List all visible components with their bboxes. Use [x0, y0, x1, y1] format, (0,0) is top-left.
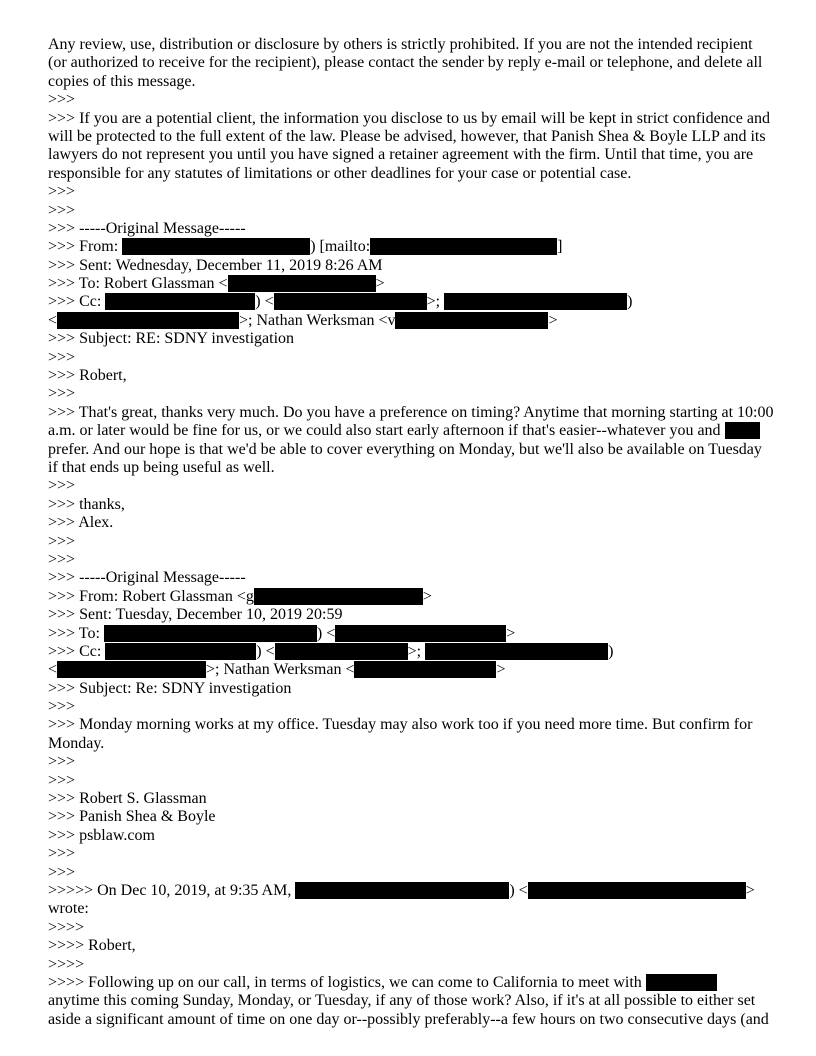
- text-line: [48, 827, 788, 845]
- text-segment: anytime this coming Sunday, Monday, or Tuesday, if any of those work? Also, if it's at all possible to either set: [48, 992, 756, 1010]
- text-line: [48, 385, 788, 403]
- text-line: [48, 551, 788, 569]
- redaction-box: [105, 293, 255, 310]
- redaction-box: [646, 974, 717, 991]
- text-line: [48, 569, 788, 587]
- redaction-box: [725, 422, 760, 439]
- redaction-box: [254, 588, 423, 605]
- email-thread-document: [48, 36, 788, 1029]
- redaction-box: [275, 643, 408, 660]
- text-segment: >>> Cc:: [48, 642, 106, 660]
- text-line: [48, 220, 788, 238]
- text-segment: >>>: [48, 385, 76, 403]
- text-line: [48, 1011, 788, 1029]
- redaction-box: [274, 293, 427, 310]
- text-line: [48, 606, 788, 624]
- text-line: [48, 716, 788, 734]
- text-segment: >>> To: Robert Glassman <: [48, 275, 228, 293]
- text-segment: wrote:: [48, 900, 89, 918]
- text-line: [48, 864, 788, 882]
- text-line: [48, 36, 788, 54]
- text-segment: >>> Cc:: [48, 293, 106, 311]
- redaction-box: [122, 238, 310, 255]
- text-segment: a.m. or later would be fine for us, or we could also start early afternoon if that's easier--whatever you and: [48, 422, 725, 440]
- redaction-box: [395, 312, 548, 329]
- text-segment: >>> Subject: RE: SDNY investigation: [48, 330, 295, 348]
- text-line: [48, 514, 788, 532]
- text-line: [48, 625, 788, 643]
- text-segment: >; Nathan Werksman <: [206, 661, 355, 679]
- text-segment: >>> -----Original Message-----: [48, 219, 246, 237]
- text-segment: lawyers do not represent you until you have signed a retainer agreement with the firm. Until that time, you are: [48, 146, 754, 164]
- text-segment: will be protected to the full extent of the law. Please be advised, however, that Panish Shea & Boyle LLP and its: [48, 127, 766, 145]
- text-segment: >>> If you are a potential client, the information you disclose to us by email will be kept in strict confidence and: [48, 109, 770, 127]
- text-line: [48, 349, 788, 367]
- text-segment: >; Nathan Werksman <v: [239, 311, 396, 329]
- text-segment: >: [548, 311, 558, 329]
- text-segment: aside a significant amount of time on one day or--possibly preferably--a few hours on two consecutive days (and: [48, 1010, 769, 1028]
- text-segment: >: [496, 661, 506, 679]
- text-line: [48, 919, 788, 937]
- text-line: [48, 845, 788, 863]
- text-segment: >>>: [48, 550, 76, 568]
- redaction-box: [57, 312, 239, 329]
- text-segment: >>> -----Original Message-----: [48, 569, 246, 587]
- text-segment: ): [627, 293, 633, 311]
- redaction-box: [57, 661, 206, 678]
- redaction-box: [354, 661, 496, 678]
- text-segment: >>> Subject: Re: SDNY investigation: [48, 679, 292, 697]
- text-line: [48, 312, 788, 330]
- text-segment: ) <: [256, 642, 275, 660]
- text-segment: >>>: [48, 183, 76, 201]
- text-segment: >>>: [48, 753, 76, 771]
- text-segment: >>> thanks,: [48, 495, 125, 513]
- redaction-box: [295, 882, 509, 899]
- text-line: [48, 992, 788, 1010]
- text-segment: ) <: [255, 293, 274, 311]
- text-segment: >>> Sent: Tuesday, December 10, 2019 20:59: [48, 606, 343, 624]
- text-segment: >>>: [48, 698, 76, 716]
- text-line: [48, 128, 788, 146]
- text-segment: >>> Alex.: [48, 514, 114, 532]
- text-line: [48, 54, 788, 72]
- redaction-box: [104, 625, 317, 642]
- text-segment: >>>>> On Dec 10, 2019, at 9:35 AM,: [48, 881, 296, 899]
- redaction-box: [370, 238, 557, 255]
- redaction-box: [528, 882, 746, 899]
- text-line: [48, 146, 788, 164]
- text-segment: <: [48, 661, 58, 679]
- text-segment: >>> That's great, thanks very much. Do you have a preference on timing? Anytime that morning starting at 10:00: [48, 403, 774, 421]
- text-line: [48, 680, 788, 698]
- text-line: [48, 661, 788, 679]
- text-line: [48, 441, 788, 459]
- text-line: [48, 533, 788, 551]
- text-segment: >>> Monday morning works at my office. Tuesday may also work too if you need more time. But confirm for: [48, 716, 753, 734]
- text-segment: >>> Robert S. Glassman: [48, 790, 207, 808]
- redaction-box: [105, 643, 256, 660]
- text-segment: prefer. And our hope is that we'd be able to cover everything on Monday, but we'll also be available on Tuesday: [48, 440, 762, 458]
- text-line: [48, 275, 788, 293]
- text-segment: >>>: [48, 863, 76, 881]
- text-segment: (or authorized to receive for the recipient), please contact the sender by reply e-mail or telephone, and delete all: [48, 54, 763, 72]
- text-line: [48, 165, 788, 183]
- text-segment: >>> From: Robert Glassman <g: [48, 587, 254, 605]
- text-line: [48, 496, 788, 514]
- text-line: [48, 91, 788, 109]
- text-line: [48, 882, 788, 900]
- redaction-box: [228, 275, 376, 292]
- text-segment: >>>: [48, 477, 76, 495]
- text-line: [48, 974, 788, 992]
- text-segment: >: [506, 624, 516, 642]
- text-line: [48, 643, 788, 661]
- text-line: [48, 110, 788, 128]
- text-segment: >>>> Following up on our call, in terms of logistics, we can come to California to meet with: [48, 973, 646, 991]
- text-line: [48, 293, 788, 311]
- text-segment: >>> psblaw.com: [48, 826, 155, 844]
- text-segment: >: [745, 881, 755, 899]
- text-segment: >>>>: [48, 955, 85, 973]
- text-segment: ) [mailto:: [310, 238, 371, 256]
- text-segment: <: [48, 311, 58, 329]
- text-line: [48, 183, 788, 201]
- text-segment: Any review, use, distribution or disclosure by others is strictly prohibited. If you are not the intended recipient: [48, 36, 753, 53]
- text-segment: >>> From:: [48, 238, 123, 256]
- text-line: [48, 257, 788, 275]
- text-segment: >>>: [48, 348, 76, 366]
- redaction-box: [444, 293, 627, 310]
- redaction-box: [425, 643, 608, 660]
- text-line: [48, 459, 788, 477]
- text-segment: >>>: [48, 532, 76, 550]
- text-line: [48, 330, 788, 348]
- text-line: [48, 937, 788, 955]
- text-line: [48, 202, 788, 220]
- text-line: [48, 753, 788, 771]
- text-segment: >>> Sent: Wednesday, December 11, 2019 8:26 AM: [48, 256, 383, 274]
- text-line: [48, 698, 788, 716]
- text-segment: ): [608, 642, 614, 660]
- text-segment: Monday.: [48, 734, 105, 752]
- text-segment: >>>: [48, 201, 76, 219]
- text-segment: >;: [407, 642, 426, 660]
- text-segment: >;: [426, 293, 445, 311]
- text-segment: if that ends up being useful as well.: [48, 458, 275, 476]
- text-line: [48, 588, 788, 606]
- text-line: [48, 900, 788, 918]
- text-line: [48, 956, 788, 974]
- text-segment: >>>: [48, 91, 76, 109]
- text-segment: >>>>: [48, 918, 85, 936]
- text-line: [48, 735, 788, 753]
- text-segment: ]: [557, 238, 563, 256]
- text-segment: copies of this message.: [48, 72, 196, 90]
- text-line: [48, 808, 788, 826]
- text-segment: >: [375, 275, 385, 293]
- text-segment: >>> To:: [48, 624, 104, 642]
- text-segment: >>>: [48, 845, 76, 863]
- text-line: [48, 404, 788, 422]
- text-line: [48, 477, 788, 495]
- text-line: [48, 238, 788, 256]
- text-segment: responsible for any statutes of limitations or other deadlines for your case or potential case.: [48, 164, 632, 182]
- text-line: [48, 772, 788, 790]
- text-segment: >>>> Robert,: [48, 937, 136, 955]
- text-line: [48, 790, 788, 808]
- text-line: [48, 73, 788, 91]
- text-segment: >>> Robert,: [48, 367, 127, 385]
- redaction-box: [335, 625, 506, 642]
- text-segment: >>>: [48, 771, 76, 789]
- text-segment: ) <: [316, 624, 336, 642]
- text-segment: >>> Panish Shea & Boyle: [48, 808, 216, 826]
- text-line: [48, 367, 788, 385]
- text-segment: ) <: [509, 881, 528, 899]
- text-line: [48, 422, 788, 440]
- text-segment: >: [422, 587, 432, 605]
